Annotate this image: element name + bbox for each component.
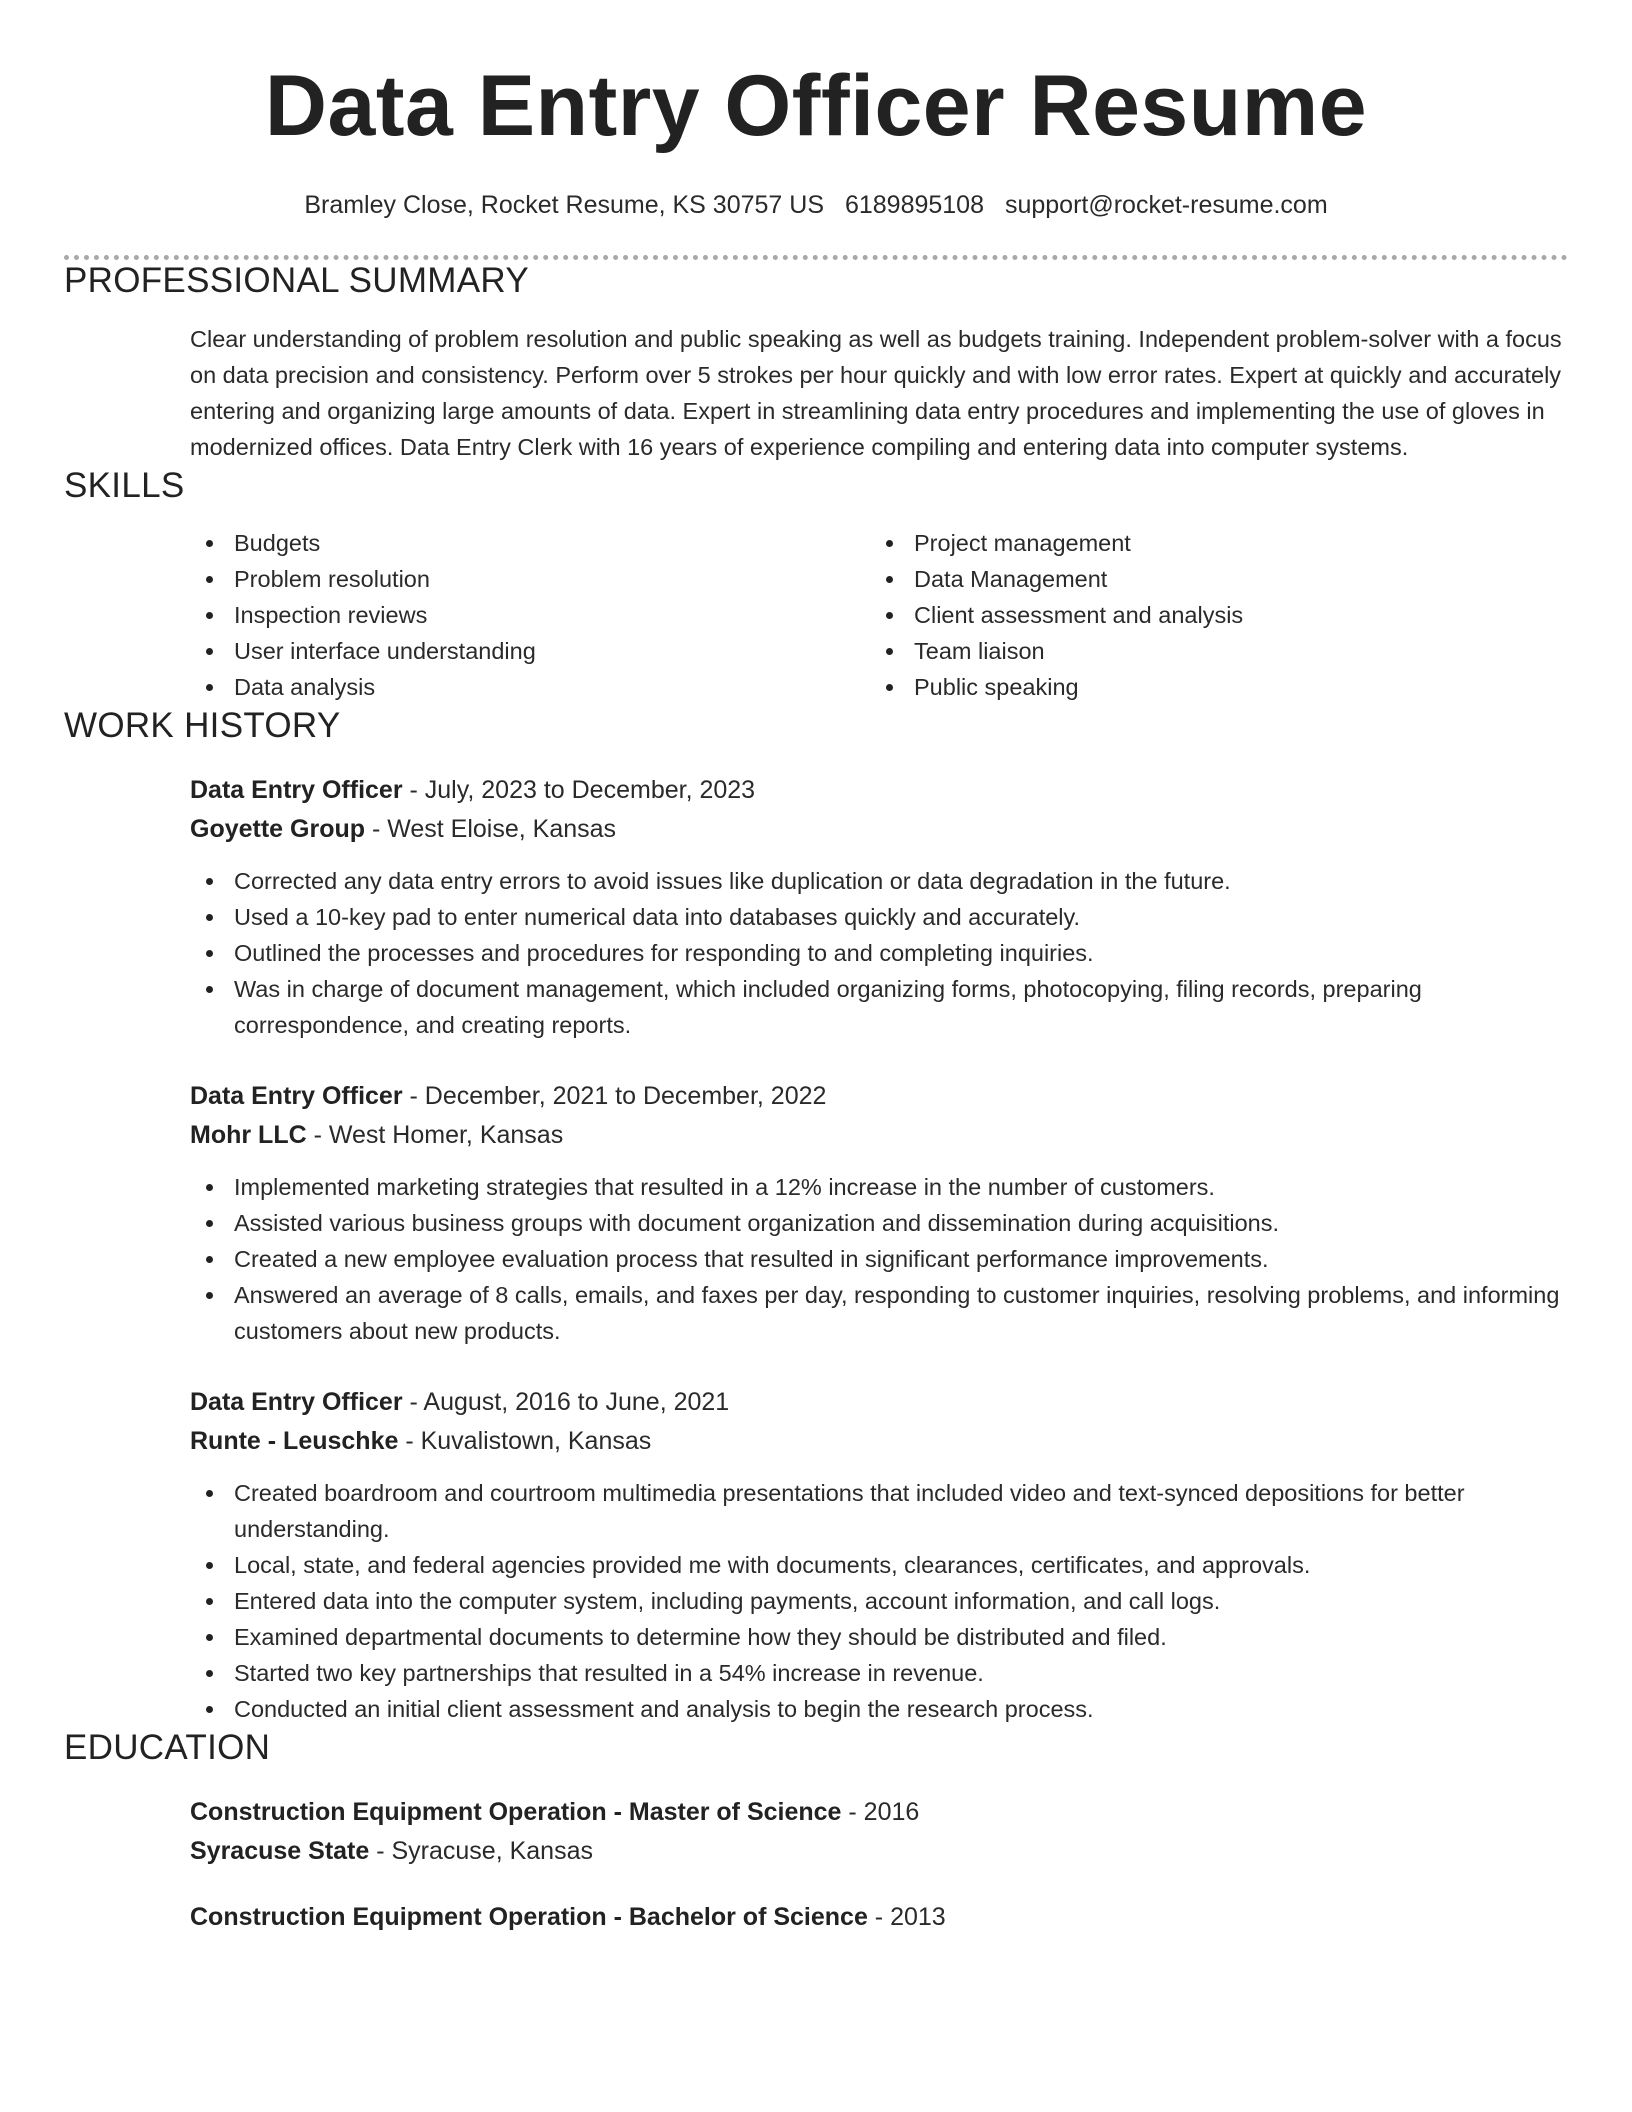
contact-phone: 6189895108 xyxy=(844,191,984,219)
skill-item: Budgets xyxy=(190,525,870,561)
job-entry xyxy=(190,1383,1568,1727)
job-bullet: Examined departmental documents to determine how they should be distributed and filed. xyxy=(190,1619,1568,1655)
contact-email: support@rocket-resume.com xyxy=(1004,191,1328,219)
job-bullet: Corrected any data entry errors to avoid issues like duplication or data degradation in the future. xyxy=(190,863,1568,899)
job-title-line xyxy=(190,1077,1568,1116)
job-company: Runte - Leuschke xyxy=(190,1427,399,1455)
job-bullets xyxy=(190,1169,1568,1349)
skills-list xyxy=(190,525,1568,705)
skill-item: Problem resolution xyxy=(190,561,870,597)
education-school: Syracuse State xyxy=(190,1837,370,1865)
job-entry xyxy=(190,771,1568,1043)
job-bullet: Answered an average of 8 calls, emails, and faxes per day, responding to customer inquiries, resolving problems, and informing customers about new products. xyxy=(190,1277,1568,1349)
job-bullet: Entered data into the computer system, including payments, account information, and call logs. xyxy=(190,1583,1568,1619)
job-company-line xyxy=(190,810,1568,849)
education-entry xyxy=(190,1898,1568,1937)
education-degree: Construction Equipment Operation - Master of Science xyxy=(190,1798,842,1826)
job-dates: - December, 2021 to December, 2022 xyxy=(402,1082,827,1110)
job-entry xyxy=(190,1077,1568,1349)
job-company-line xyxy=(190,1116,1568,1155)
job-bullets xyxy=(190,1475,1568,1727)
skill-item: User interface understanding xyxy=(190,633,870,669)
education-degree-line xyxy=(190,1898,1568,1937)
job-company: Goyette Group xyxy=(190,815,366,843)
education-school-line xyxy=(190,1832,1568,1871)
job-location: - West Homer, Kansas xyxy=(306,1121,564,1149)
job-title-line xyxy=(190,771,1568,810)
section-heading-summary: PROFESSIONAL SUMMARY xyxy=(64,261,529,300)
job-bullet: Was in charge of document management, which included organizing forms, photocopying, filing records, preparing correspondence, and creating reports. xyxy=(190,971,1568,1043)
education-location: - Syracuse, Kansas xyxy=(369,1837,593,1865)
job-bullet: Used a 10-key pad to enter numerical data into databases quickly and accurately. xyxy=(190,899,1568,935)
education-degree-line xyxy=(190,1793,1568,1832)
section-heading-skills: SKILLS xyxy=(64,466,185,505)
skill-item: Public speaking xyxy=(870,669,1550,705)
skills-column-right xyxy=(870,525,1550,705)
job-bullet: Assisted various business groups with document organization and dissemination during acquisitions. xyxy=(190,1205,1568,1241)
contact-line xyxy=(64,190,1568,220)
skill-item: Data analysis xyxy=(190,669,870,705)
job-dates: - August, 2016 to June, 2021 xyxy=(402,1388,730,1416)
job-title: Data Entry Officer xyxy=(190,1082,403,1110)
job-bullet: Created boardroom and courtroom multimedia presentations that included video and text-synced depositions for better understanding. xyxy=(190,1475,1568,1547)
job-company: Mohr LLC xyxy=(190,1121,307,1149)
job-bullet: Conducted an initial client assessment and analysis to begin the research process. xyxy=(190,1691,1568,1727)
skill-item: Project management xyxy=(870,525,1550,561)
skill-item: Client assessment and analysis xyxy=(870,597,1550,633)
job-title: Data Entry Officer xyxy=(190,776,403,804)
skill-item: Data Management xyxy=(870,561,1550,597)
job-bullet: Outlined the processes and procedures for responding to and completing inquiries. xyxy=(190,935,1568,971)
job-title: Data Entry Officer xyxy=(190,1388,403,1416)
skill-item: Team liaison xyxy=(870,633,1550,669)
job-location: - West Eloise, Kansas xyxy=(365,815,617,843)
job-bullet: Started two key partnerships that resulted in a 54% increase in revenue. xyxy=(190,1655,1568,1691)
job-dates: - July, 2023 to December, 2023 xyxy=(402,776,756,804)
section-heading-education: EDUCATION xyxy=(64,1728,271,1767)
job-bullet: Implemented marketing strategies that resulted in a 12% increase in the number of customers. xyxy=(190,1169,1568,1205)
skill-item: Inspection reviews xyxy=(190,597,870,633)
job-location: - Kuvalistown, Kansas xyxy=(398,1427,652,1455)
skills-column-left xyxy=(190,525,870,705)
section-heading-work-history: WORK HISTORY xyxy=(64,706,341,745)
job-bullet: Created a new employee evaluation process that resulted in significant performance improvements. xyxy=(190,1241,1568,1277)
summary-text: Clear understanding of problem resolution and public speaking as well as budgets training. Independent problem-solver with a focus on data precision and consistency. Perform over 5 strokes per hour quickly and with low error rates. Expert at quickly and accurately entering and organizing large amounts of data. Expert in streamlining data entry procedures and implementing the use of gloves in modernized offices. Data Entry Clerk with 16 years of experience compiling and entering data into computer systems. xyxy=(190,326,1562,460)
education-degree: Construction Equipment Operation - Bachelor of Science xyxy=(190,1903,868,1931)
job-company-line xyxy=(190,1422,1568,1461)
job-bullet: Local, state, and federal agencies provided me with documents, clearances, certificates, and approvals. xyxy=(190,1547,1568,1583)
job-title-line xyxy=(190,1383,1568,1422)
education-entry xyxy=(190,1793,1568,1871)
resume-title: Data Entry Officer Resume xyxy=(264,58,1368,154)
job-bullets xyxy=(190,863,1568,1043)
education-year: - 2016 xyxy=(841,1798,920,1826)
contact-address: Bramley Close, Rocket Resume, KS 30757 US xyxy=(304,191,824,219)
education-year: - 2013 xyxy=(867,1903,946,1931)
